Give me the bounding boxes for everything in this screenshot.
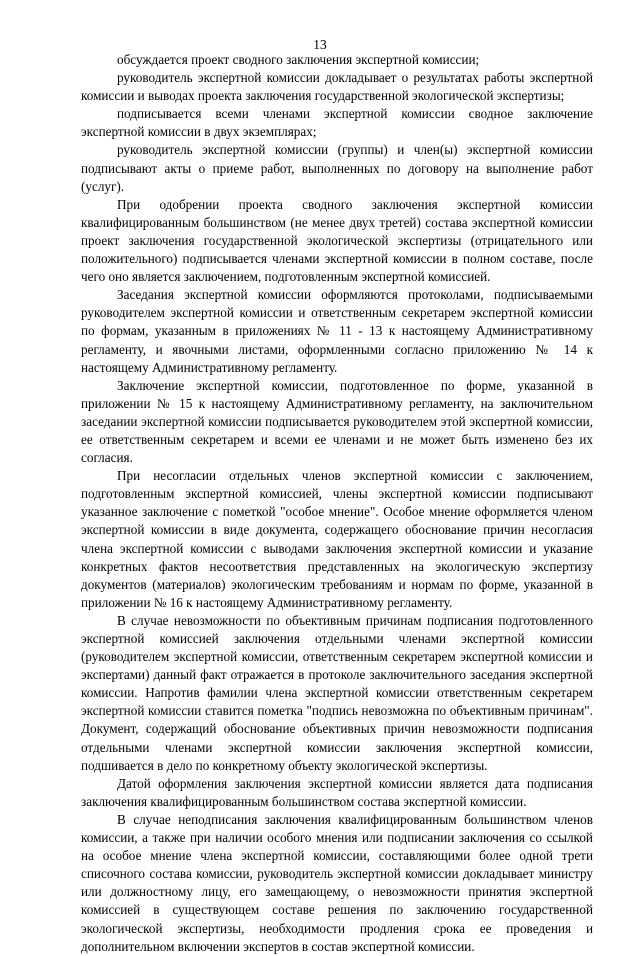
document-body (81, 51, 593, 956)
paragraph: подписывается всеми членами экспертной комиссии сводное заключение экспертной комиссии в двух экземплярах; (81, 106, 593, 140)
paragraph: Заседания экспертной комиссии оформляются протоколами, подписываемыми руководителем экспертной комиссии и ответственным секретарем экспертной комиссии по формам, указанным в приложениях № 11 - 13 к настоящему Административному регламенту, и явочными листами, оформленными согласно приложению № 14 к настоящему Административному регламенту. (81, 287, 593, 375)
paragraph: В случае невозможности по объективным причинам подписания подготовленного экспертной комиссией заключения отдельными членами экспертной комиссии (руководителем экспертной комиссии, ответственным секретарем экспертной комиссии и экспертами) данный факт отражается в протоколе заключительного заседания экспертной комиссии. Напротив фамилии члена экспертной комиссии ответственным секретарем экспертной комиссии ставится пометка "подпись невозможна по объективным причинам". Документ, содержащий обоснование объективных причин невозможности подписания отдельными членами экспертной комиссии заключения экспертной комиссии, подшивается в дело по конкретному объекту экологической экспертизы. (81, 612, 593, 773)
paragraph: При несогласии отдельных членов экспертной комиссии с заключением, подготовленным экспертной комиссией, члены экспертной комиссии подписывают указанное заключение с пометкой "особое мнение". Особое мнение оформляется членом экспертной комиссии в виде документа, содержащего обоснование причин несогласия члена экспертной комиссии с выводами заключения экспертной комиссии и указание конкретных фактов несоответствия представленных на экологическую экспертизу документов (материалов) экологическим требованиям и нормам по форме, указанной в приложении № 16 к настоящему Административному регламенту. (81, 468, 593, 610)
paragraph: При одобрении проекта сводного заключения экспертной комиссии квалифицированным большинством (не менее двух третей) состава экспертной комиссии проект заключения государственной экологической экспертизы (отрицательного или положительного) подписывается членами экспертной комиссии в полном составе, после чего оно является заключением, подготовленным экспертной комиссией. (81, 196, 593, 285)
paragraph: Датой оформления заключения экспертной комиссии является дата подписания заключения квалифицированным большинством состава экспертной комиссии. (81, 775, 593, 809)
page-number: 13 (313, 37, 327, 52)
paragraph: руководитель экспертной комиссии докладывает о результатах работы экспертной комиссии и выводах проекта заключения государственной экологической экспертизы; (81, 70, 593, 104)
paragraph: В случае неподписания заключения квалифицированным большинством членов комиссии, а также при наличии особого мнения или подписании заключения со ссылкой на особое мнение члена экспертной комиссии, составляющими более одной трети списочного состава комиссии, руководитель экспертной комиссии докладывает министру или должностному лицу, его замещающему, о невозможности принятия экспертной комиссией в существующем составе решения по заключению государственной экологической экспертизы, необходимости продления срока ее проведения и дополнительном включении экспертов в состав экспертной комиссии. (81, 811, 593, 954)
paragraph: руководитель экспертной комиссии (группы) и член(ы) экспертной комиссии подписывают акты о приеме работ, выполненных по договору на выполнение работ (услуг). (81, 142, 593, 194)
paragraph: Заключение экспертной комиссии, подготовленное по форме, указанной в приложении № 15 к настоящему Административному регламенту, на заключительном заседании экспертной комиссии подписывается руководителем этой экспертной комиссии, ее ответственным секретарем и всеми ее членами и не может быть изменено без их согласия. (81, 377, 593, 466)
paragraph: обсуждается проект сводного заключения экспертной комиссии; (117, 52, 480, 67)
